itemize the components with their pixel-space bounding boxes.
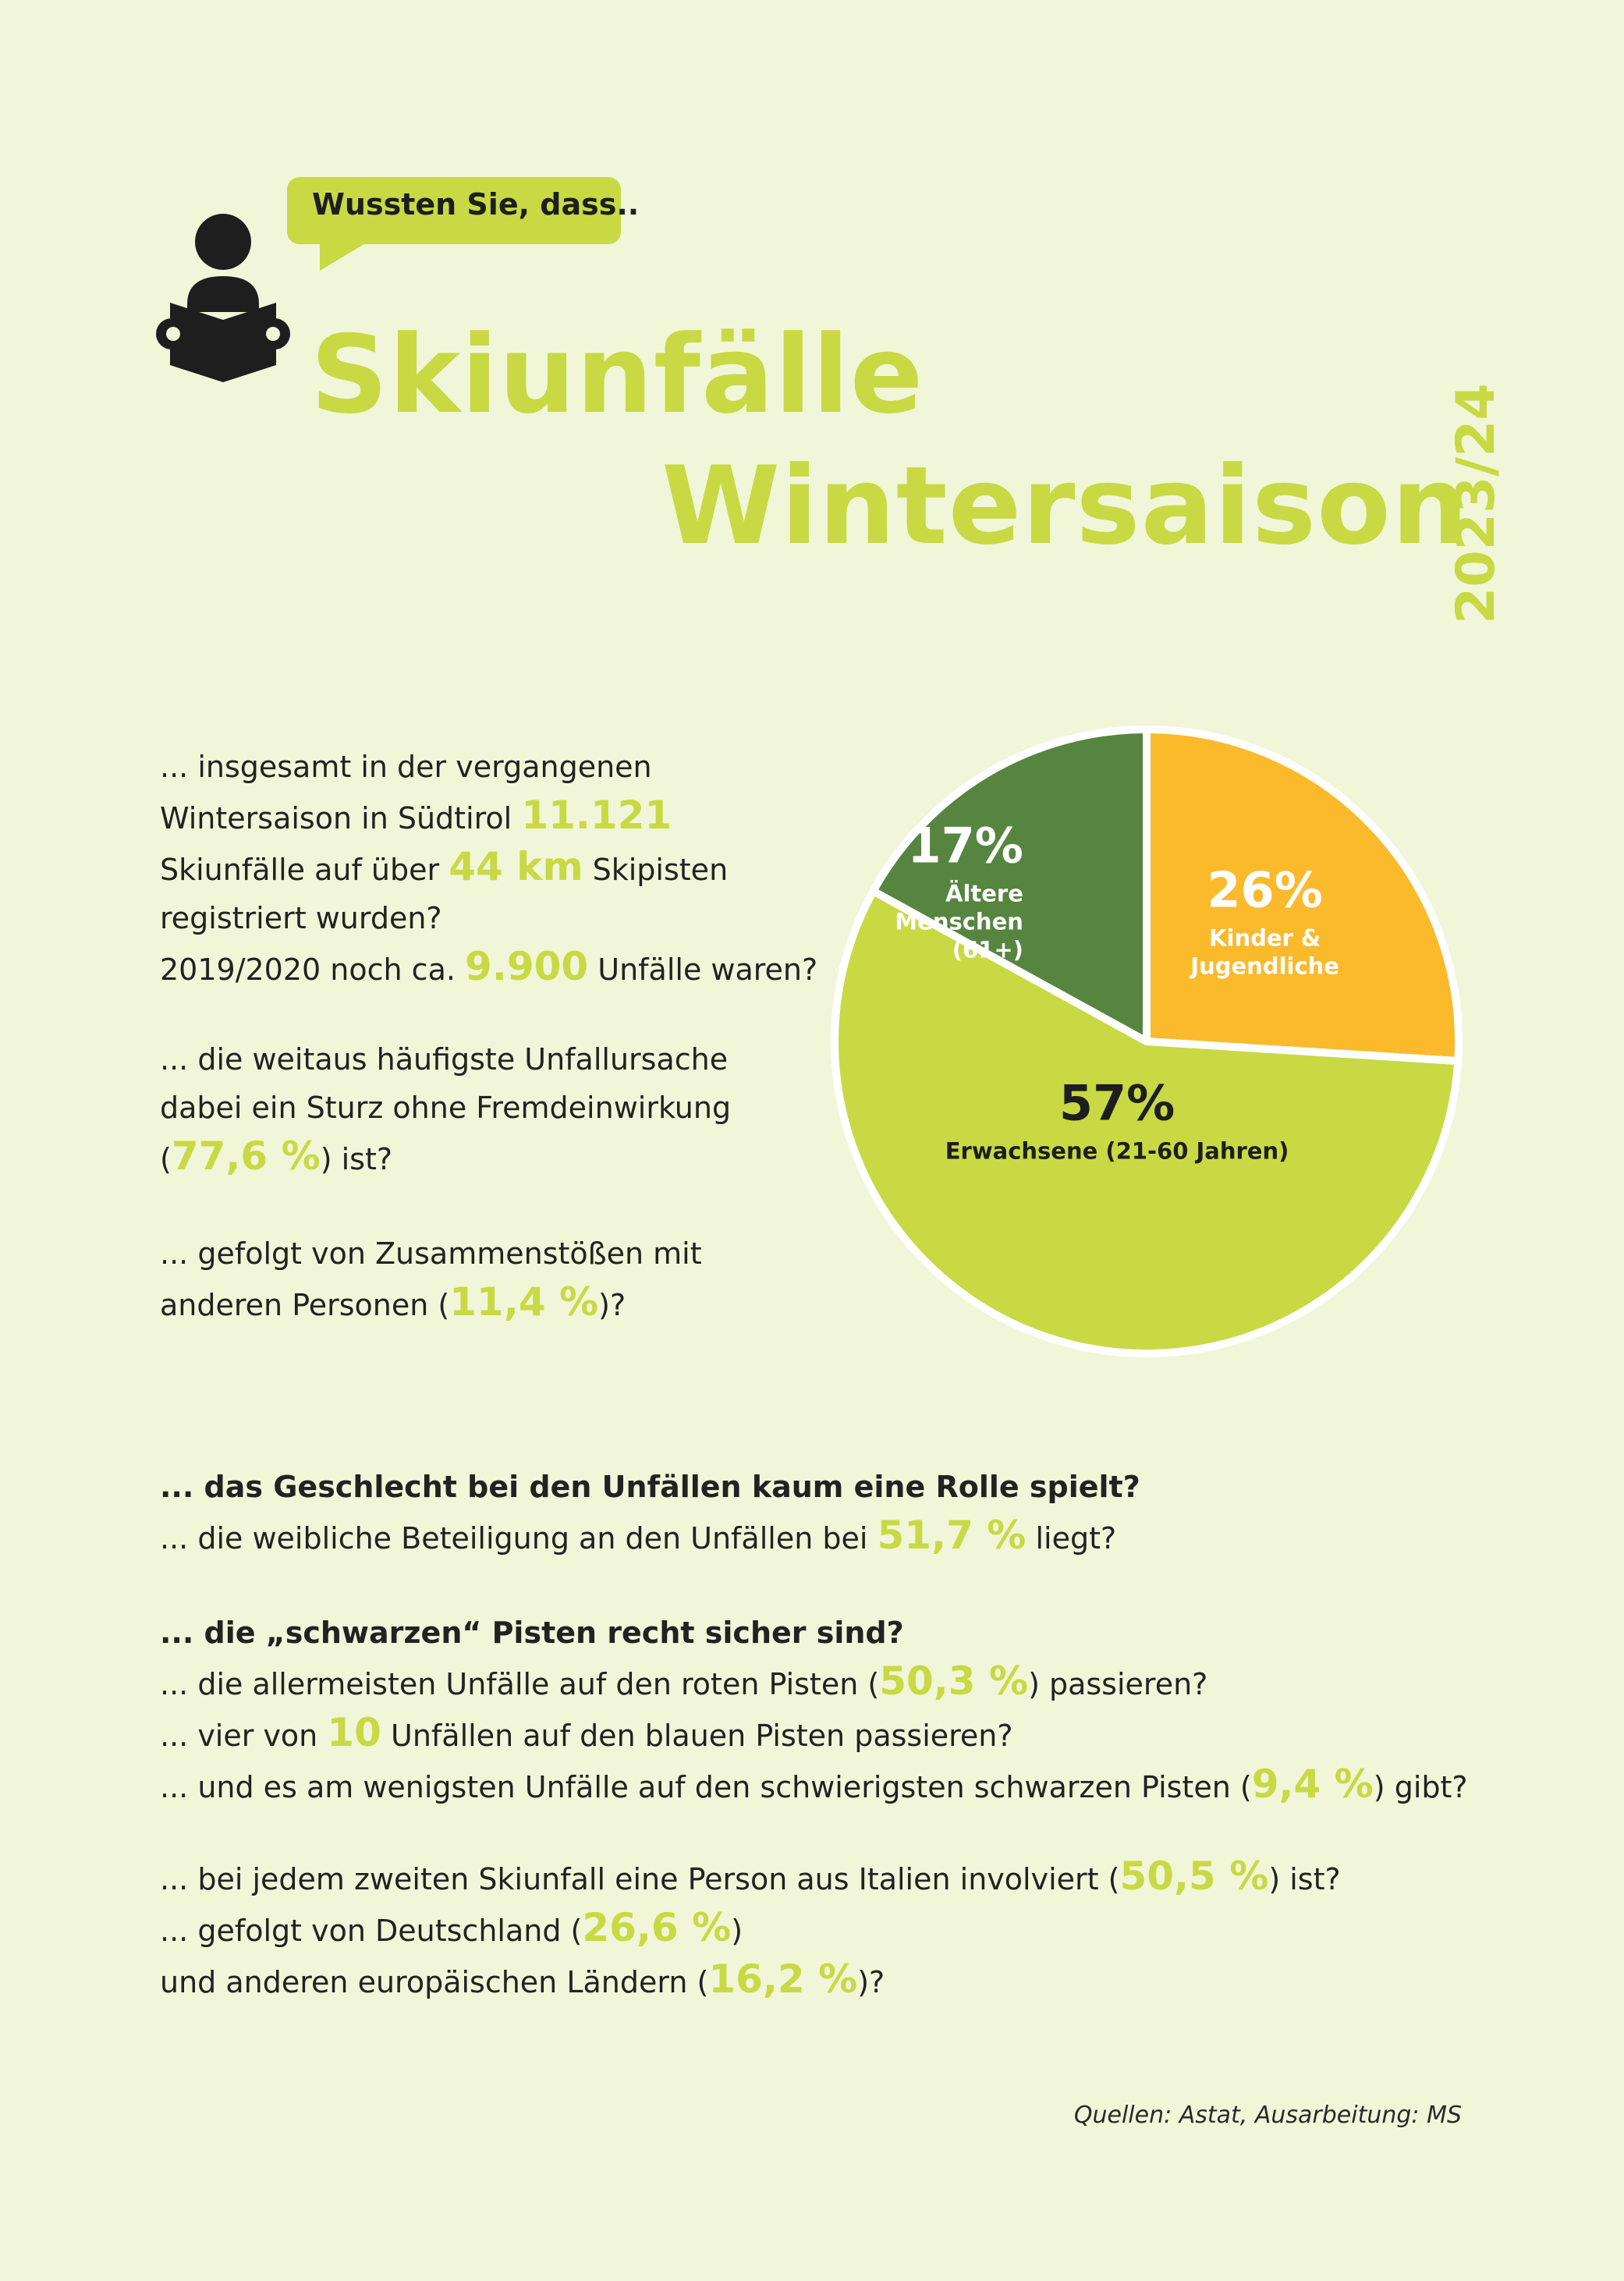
slopes-line-red: ... die allermeisten Unfälle auf den roten Pisten (50,3 %) passieren? [160,1658,1208,1704]
stat-female: 51,7 % [877,1513,1027,1558]
nations-line-germany: ... gefolgt von Deutschland (26,6 %) [160,1905,743,1950]
slice-category-label: Menschen [895,908,1023,935]
stat-previous: 9.900 [465,944,589,989]
slopes-heading: ... die „schwarzen“ Pisten recht sicher sind? [160,1616,904,1650]
slice-percent-label: 26% [1207,861,1323,919]
nations-text [160,1852,1341,2006]
stat-black-slopes: 9,4 % [1251,1761,1374,1807]
slice-percent-label: 57% [1058,1074,1175,1132]
nations-line-europe: und anderen europäischen Ländern (16,2 %)? [160,1956,885,2002]
stat-accidents: 11.121 [521,793,672,838]
slice-percent-label: 17% [907,817,1023,874]
slopes-line-black: ... und es am wenigsten Unfälle auf den schwierigsten schwarzen Pisten (9,4 %) gibt? [160,1761,1468,1807]
reading-person-icon [156,211,290,384]
slice-category-label: Ältere [945,880,1023,907]
intro-line: 2019/2020 noch ca. 9.900 Unfälle waren? [160,944,818,989]
intro-text [160,743,817,994]
gender-text [160,1463,1140,1563]
stat-km: 44 km [449,844,583,889]
stat-fall: 77,6 % [171,1133,321,1179]
cause-text [160,1035,731,1183]
stat-red-slopes: 50,3 % [879,1658,1029,1704]
collision-line: anderen Personen (11,4 %)? [160,1279,626,1325]
intro-line: Wintersaison in Südtirol 11.121 [160,793,672,838]
slice-category-label: Kinder & [1209,924,1321,952]
stat-collision: 11,4 % [449,1279,599,1325]
season-label: 2023/24 [1445,383,1507,624]
nations-line-italy: ... bei jedem zweiten Skiunfall eine Person aus Italien involviert (50,5 %) ist? [160,1854,1341,1899]
gender-heading: ... das Geschlecht bei den Unfällen kaum eine Rolle spielt? [160,1470,1140,1504]
slice-category-label: Erwachsene (21-60 Jahren) [945,1137,1289,1165]
title-line-2: Wintersaison [661,443,1470,569]
slopes-line-blue: ... vier von 10 Unfällen auf den blauen Pisten passieren? [160,1710,1013,1755]
bubble-text: Wussten Sie, dass.. [312,187,640,222]
speech-bubble-tail [320,238,374,271]
cause-line: ... die weitaus häufigste Unfallursache [160,1042,729,1077]
slice-category-label: Jugendliche [1190,952,1339,980]
slice-category-label: (61+) [952,936,1023,963]
stat-europe: 16,2 % [708,1956,858,2002]
title-line-1: Skiunfälle [310,312,924,438]
source-note: Quellen: Astat, Ausarbeitung: MS [1073,2102,1462,2129]
stat-italy: 50,5 % [1119,1854,1269,1899]
intro-line: ... insgesamt in der vergangenen [160,750,652,784]
stat-germany: 26,6 % [582,1905,732,1950]
cause-line: (77,6 %) ist? [160,1133,393,1179]
collision-text [160,1229,702,1329]
collision-line: ... gefolgt von Zusammenstößen mit [160,1236,702,1271]
intro-line: registriert wurden? [160,901,442,935]
stat-blue-slopes: 10 [327,1710,381,1755]
gender-line: ... die weibliche Beteiligung an den Unfällen bei 51,7 % liegt? [160,1513,1117,1558]
age-pie-chart [827,722,1466,1361]
slopes-text [160,1609,1468,1811]
cause-line: dabei ein Sturz ohne Fremdeinwirkung [160,1091,732,1125]
intro-line: Skiunfälle auf über 44 km Skipisten [160,844,729,889]
